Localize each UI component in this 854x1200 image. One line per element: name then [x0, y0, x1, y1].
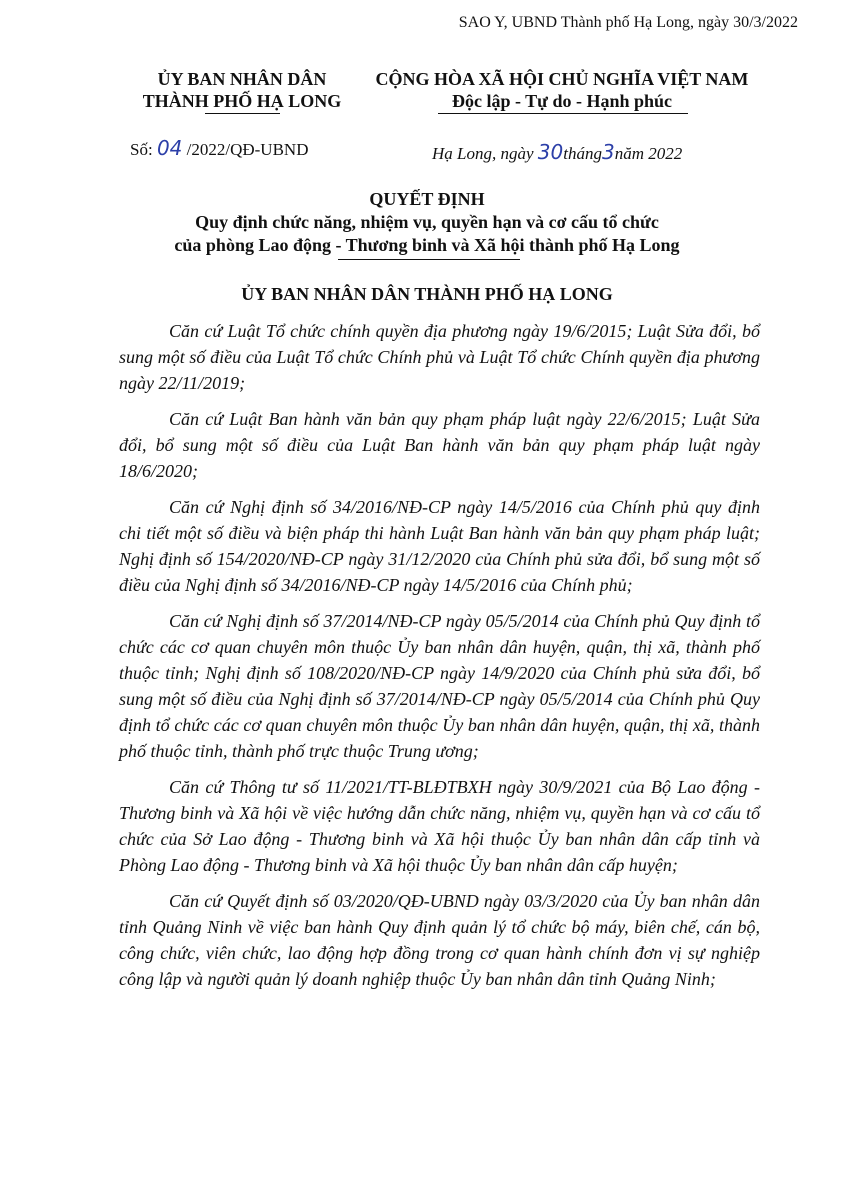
date-day: 30 [537, 140, 564, 164]
issuer-block [112, 68, 372, 112]
number-suffix: /2022/QĐ-UBND [182, 140, 309, 159]
document-header [0, 68, 854, 168]
decision-title [0, 188, 854, 257]
legal-basis-paragraph: Căn cứ Quyết định số 03/2020/QĐ-UBND ngày 03/3/2020 của Ủy ban nhân dân tỉnh Quảng Ninh về việc ban hành Quy định quản lý tổ chức bộ máy, biên chế, cán bộ, công chức, viên chức, lao động hợp đồng trong cơ quan hành chính đơn vị sự nghiệp công lập và người quản lý doanh nghiệp thuộc Ủy ban nhân dân tỉnh Quảng Ninh; [119, 891, 760, 989]
number-handwritten: 04 [156, 136, 183, 160]
title-line2: của phòng Lao động - Thương binh và Xã hội thành phố Hạ Long [174, 235, 680, 255]
number-prefix: Số: [130, 140, 157, 159]
issuing-authority: ỦY BAN NHÂN DÂN THÀNH PHỐ HẠ LONG [241, 284, 613, 304]
date-year-label: năm 2022 [614, 144, 683, 163]
legal-basis-paragraph: Căn cứ Luật Ban hành văn bản quy phạm pháp luật ngày 22/6/2015; Luật Sửa đổi, bổ sung một số điều của Luật Ban hành văn bản quy phạm pháp luật ngày 18/6/2020; [119, 409, 760, 481]
motto-block [366, 68, 758, 112]
date-month: 3 [601, 140, 615, 164]
legal-basis [119, 318, 760, 1002]
issuer-underline [205, 113, 280, 114]
motto-line1: CỘNG HÒA XÃ HỘI CHỦ NGHĨA VIỆT NAM [375, 69, 749, 89]
title-main: QUYẾT ĐỊNH [369, 189, 485, 209]
legal-basis-paragraph: Căn cứ Nghị định số 34/2016/NĐ-CP ngày 14/5/2016 của Chính phủ quy định chi tiết một số điều và biện pháp thi hành Luật Ban hành văn bản quy phạm pháp luật; Nghị định số 154/2020/NĐ-CP ngày 31/12/2020 của Chính phủ sửa đổi, bổ sung một số điều của Nghị định số 34/2016/NĐ-CP ngày 14/5/2016 của Chính phủ; [119, 497, 760, 595]
title-line1: Quy định chức năng, nhiệm vụ, quyền hạn và cơ cấu tổ chức [195, 212, 659, 232]
date-prefix: Hạ Long, ngày [432, 144, 538, 163]
motto-line2: Độc lập - Tự do - Hạnh phúc [451, 91, 673, 111]
legal-basis-paragraph: Căn cứ Nghị định số 37/2014/NĐ-CP ngày 05/5/2014 của Chính phủ Quy định tổ chức các cơ quan chuyên môn thuộc Ủy ban nhân dân huyện, quận, thị xã, thành phố thuộc tỉnh; Nghị định số 108/2020/NĐ-CP ngày 14/9/2020 của Chính phủ sửa đổi, bổ sung một số điều của Nghị định số 37/2014/NĐ-CP ngày 05/5/2014 của Chính phủ Quy định tổ chức các cơ quan chuyên môn thuộc Ủy ban nhân dân huyện, quận, thị xã, thành phố thuộc tỉnh, thành phố trực thuộc Trung ương; [119, 611, 760, 761]
legal-basis-paragraph: Căn cứ Luật Tổ chức chính quyền địa phương ngày 19/6/2015; Luật Sửa đổi, bổ sung một số điều của Luật Tổ chức Chính phủ và Luật Tổ chức Chính quyền địa phương ngày 22/11/2019; [119, 321, 760, 393]
document-number [130, 136, 308, 160]
date-month-label: tháng [563, 144, 602, 163]
issuer-line2: THÀNH PHỐ HẠ LONG [142, 91, 342, 111]
legal-basis-paragraph: Căn cứ Thông tư số 11/2021/TT-BLĐTBXH ngày 30/9/2021 của Bộ Lao động - Thương binh và Xã hội về việc hướng dẫn chức năng, nhiệm vụ, quyền hạn và cơ cấu tổ chức của Sở Lao động - Thương binh và Xã hội thuộc Ủy ban nhân dân cấp tỉnh và Phòng Lao động - Thương binh và Xã hội thuộc Ủy ban nhân dân cấp huyện; [119, 777, 760, 875]
issuer-line1: ỦY BAN NHÂN DÂN [157, 69, 327, 89]
copy-stamp: SAO Y, UBND Thành phố Hạ Long, ngày 30/3/2022 [458, 14, 798, 31]
document-date [432, 140, 682, 164]
motto-underline [438, 113, 688, 114]
title-underline [338, 259, 520, 260]
